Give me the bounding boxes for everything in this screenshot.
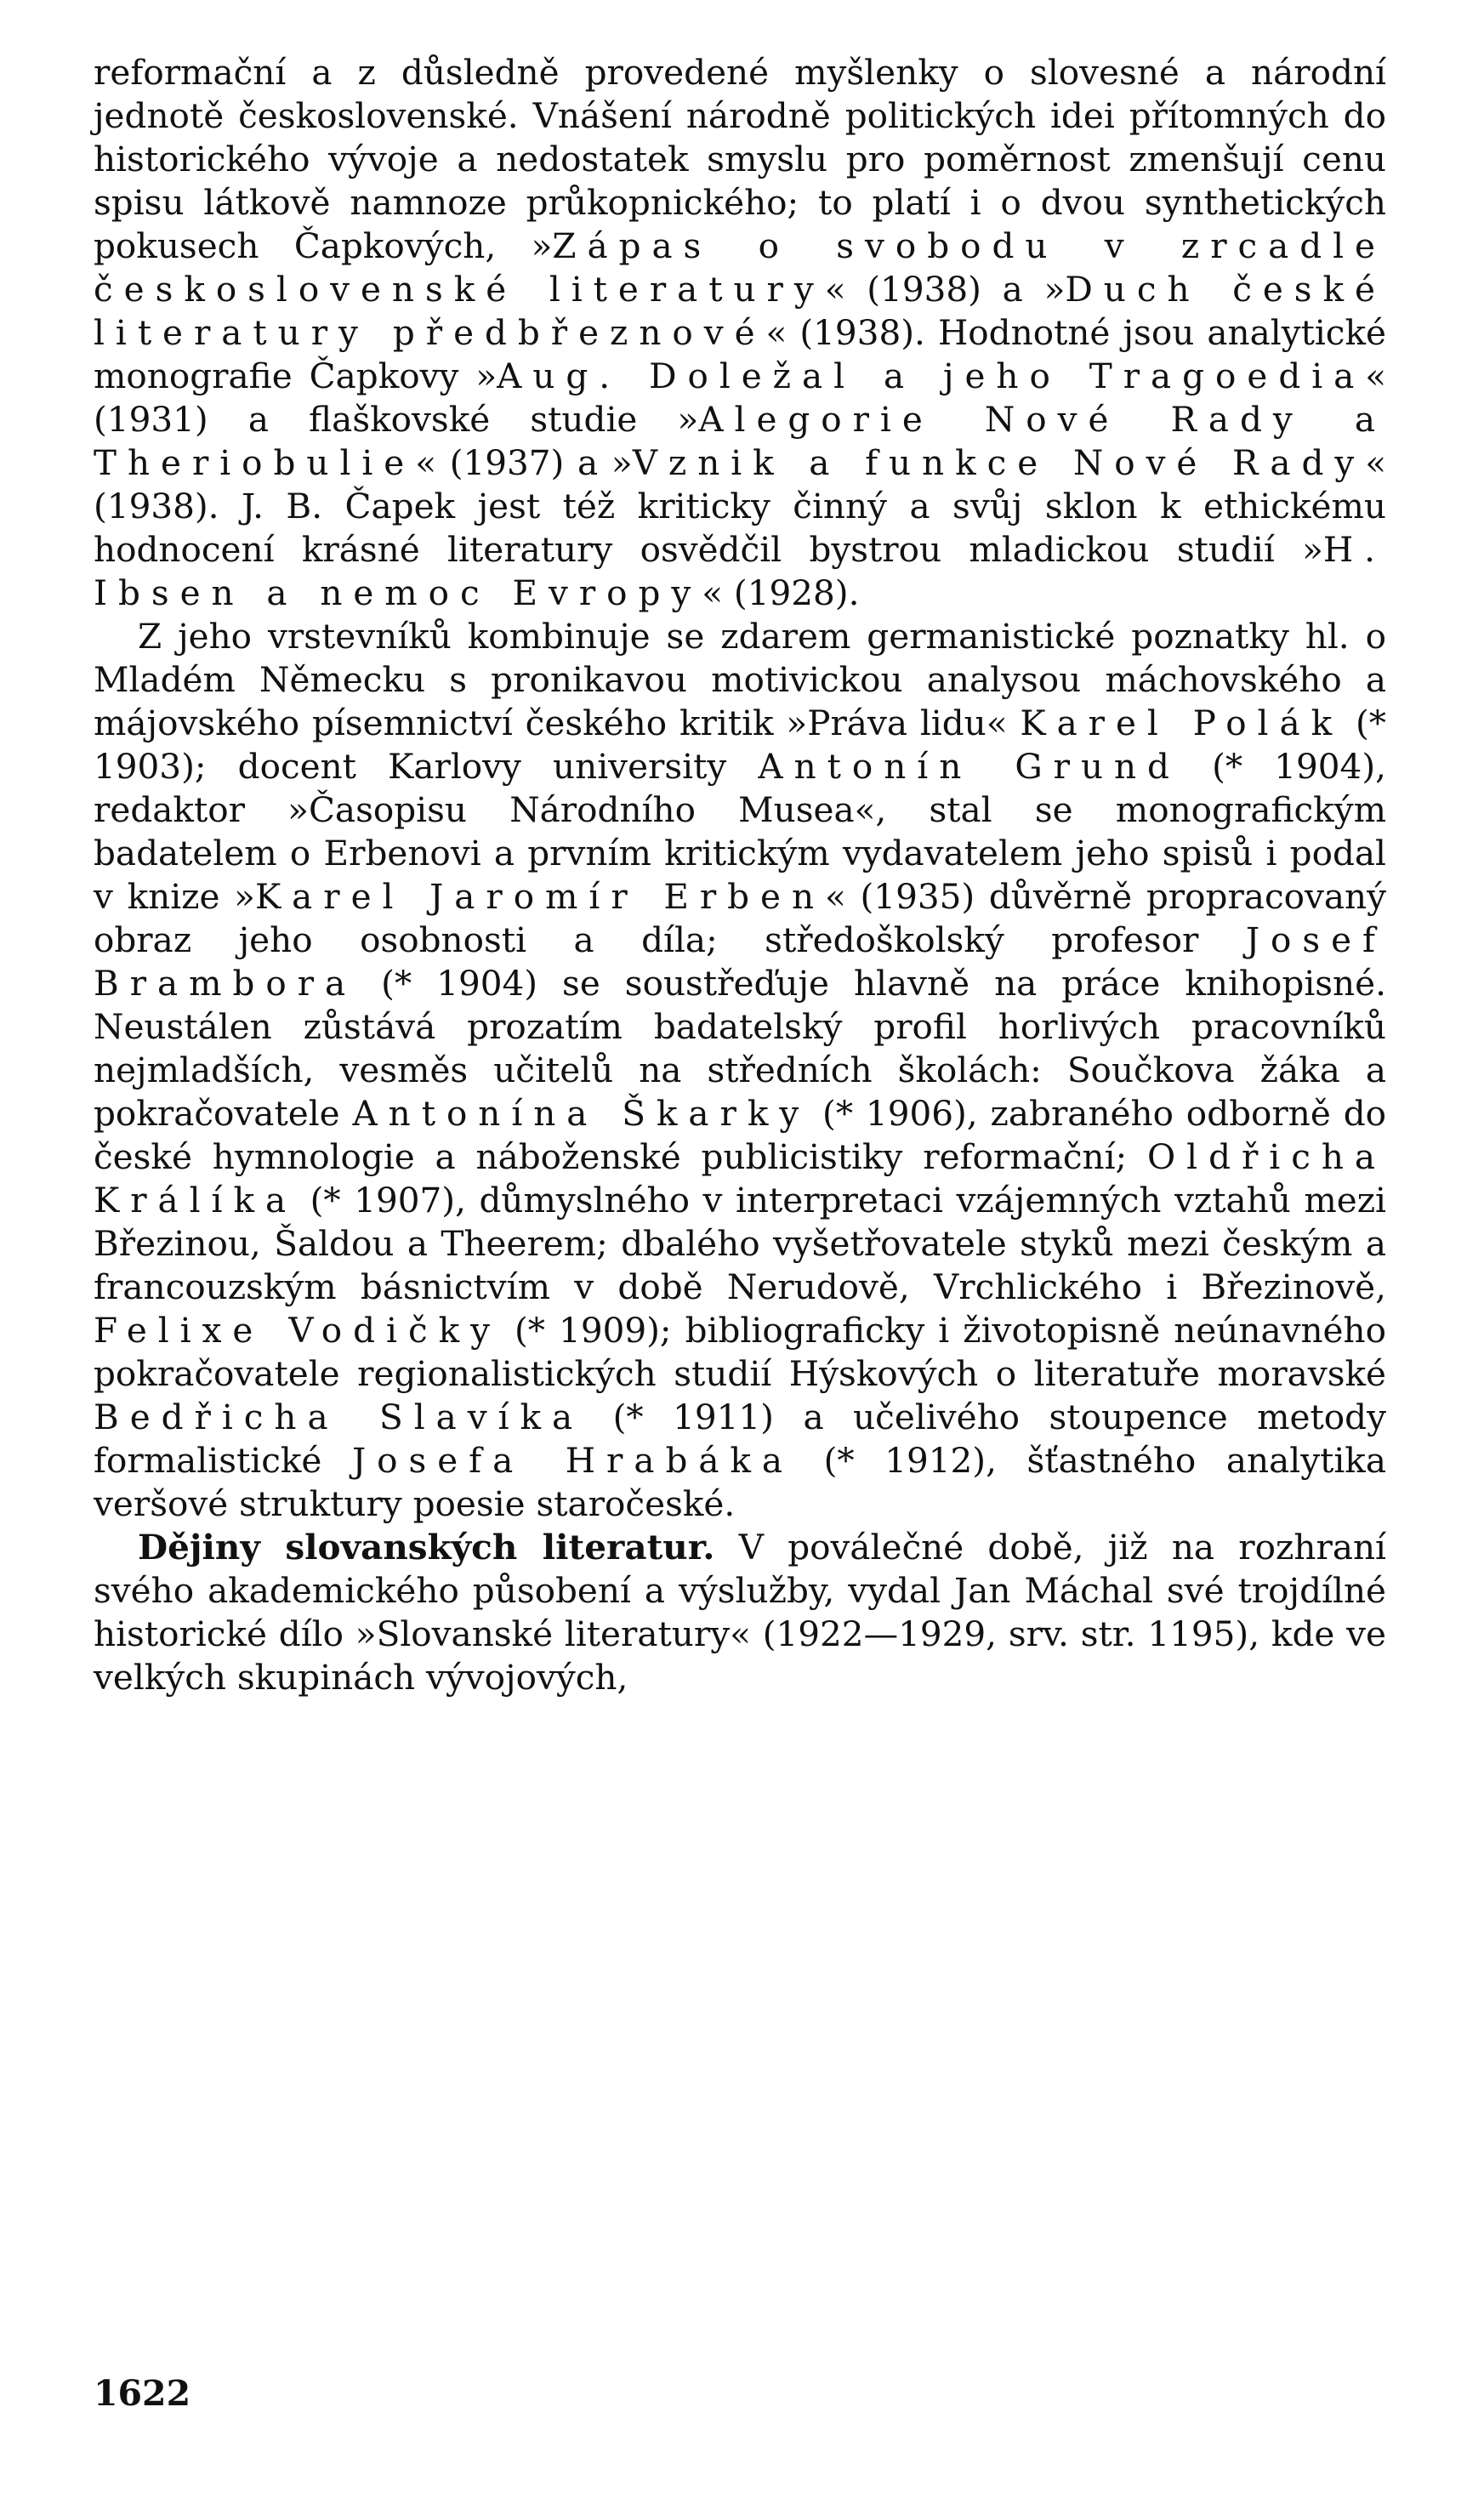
spaced-emphasis: Aug. Doležal a jeho Tragoedia bbox=[497, 356, 1366, 396]
spaced-emphasis: Karel Polák bbox=[1020, 703, 1344, 743]
paragraph bbox=[94, 615, 1386, 1526]
text-run: (* 1907), důmyslného v interpretaci vzájemných vztahů mezi Březinou, Šaldou a Theerem; dbalého vyšetřovatele styků mezi českým a francouzským básnictvím v době Nerudově, Vrchlického i Březinově, bbox=[94, 1180, 1386, 1307]
text-run: reformační a z důsledně provedené myšlenky o slovesné a národní jednotě československé. Vnášení národně politických idei přítomných do historického vývoje a nedostatek smyslu pro poměrnost zmenšují cenu spisu látkově namnoze průkopnického; to platí i o dvou synthetických pokusech Čapkových, » bbox=[94, 52, 1386, 266]
spaced-emphasis: Vznik a funkce Nové Rady bbox=[632, 442, 1366, 483]
spaced-emphasis: Josef Brambora bbox=[94, 919, 1386, 1004]
text-run: (* 1909); bibliograficky i životopisně neúnavného pokračovatele regionalistických studií Hýskových o literatuře moravské bbox=[94, 1310, 1386, 1394]
text-run: « (1937) a » bbox=[415, 442, 633, 483]
spaced-emphasis: Antonína Škarky bbox=[352, 1093, 810, 1134]
text-run: « (1935) důvěrně propracovaný obraz jeho osobnosti a díla; středoškolský profesor bbox=[94, 876, 1387, 960]
page-body bbox=[94, 51, 1386, 1699]
spaced-emphasis: H. Ibsen a nemoc Evropy bbox=[94, 529, 1386, 613]
spaced-emphasis: Bedřicha Slavíka bbox=[94, 1397, 584, 1437]
spaced-emphasis: Felixe Vodičky bbox=[94, 1310, 501, 1351]
text-run: « (1938). J. B. Čapek jest též kriticky činný a svůj sklon k ethickému hodnocení krásné literatury osvědčil bystrou mladickou studií » bbox=[94, 442, 1386, 570]
text-run: (* 1903); docent Karlovy university bbox=[94, 703, 1386, 787]
page-number: 1622 bbox=[94, 2373, 191, 2414]
spaced-emphasis: Duch české literatury předbřeznové bbox=[94, 269, 1386, 353]
spaced-emphasis: Antonín Grund bbox=[758, 746, 1180, 787]
main-text bbox=[94, 51, 1386, 1699]
spaced-emphasis: Alegorie Nové Rady a Theriobulie bbox=[94, 399, 1386, 483]
text-run: (* 1906), zabraného odborně do české hymnologie a náboženské publicistiky reformační; bbox=[94, 1093, 1386, 1177]
spaced-emphasis: Zápas o svobodu v zrcadle československé literatury bbox=[94, 225, 1386, 310]
text-run: (* 1904) se soustřeďuje hlavně na práce knihopisné. Neustálen zůstává prozatím badatelský profil horlivých pracovníků nejmladších, vesměs učitelů na středních školách: Součkova žáka a pokračovatele bbox=[94, 963, 1386, 1134]
text-run: (* 1911) a učelivého stoupence metody formalistické bbox=[94, 1397, 1386, 1481]
spaced-emphasis: Josefa Hrabáka bbox=[351, 1440, 794, 1481]
text-run: « (1928). bbox=[702, 572, 860, 613]
spaced-emphasis: Karel Jaromír Erben bbox=[254, 876, 826, 917]
paragraph bbox=[94, 51, 1386, 615]
paragraph bbox=[94, 1526, 1386, 1699]
spaced-emphasis: Oldřicha Králíka bbox=[94, 1136, 1386, 1221]
text-run: « (1931) a flaškovské studie » bbox=[94, 356, 1386, 440]
text-run: « (1938) a » bbox=[824, 269, 1066, 310]
text-run: Z jeho vrstevníků kombinuje se zdarem germanistické poznatky hl. o Mladém Německu s pronikavou motivickou analysou máchovského a májovského písemnictví českého kritik »Práva lidu« bbox=[94, 616, 1386, 743]
text-run: V poválečné době, již na rozhraní svého akademického působení a výslužby, vydal Jan Máchal své trojdílné historické dílo »Slovanské literatury« (1922—1929, srv. str. 1195), kde ve velkých skupinách vývojových, bbox=[94, 1527, 1386, 1698]
text-run: (* 1904), redaktor »Časopisu Národního Musea«, stal se monografickým badatelem o Erbenovi a prvním kritickým vydavatelem jeho spisů i podal v knize » bbox=[94, 746, 1386, 917]
section-heading: Dějiny slovanských literatur. bbox=[138, 1527, 715, 1568]
text-run: (* 1912), šťastného analytika veršové struktury poesie staročeské. bbox=[94, 1440, 1386, 1524]
text-run: « (1938). Hodnotné jsou analytické monografie Čapkovy » bbox=[94, 312, 1386, 396]
